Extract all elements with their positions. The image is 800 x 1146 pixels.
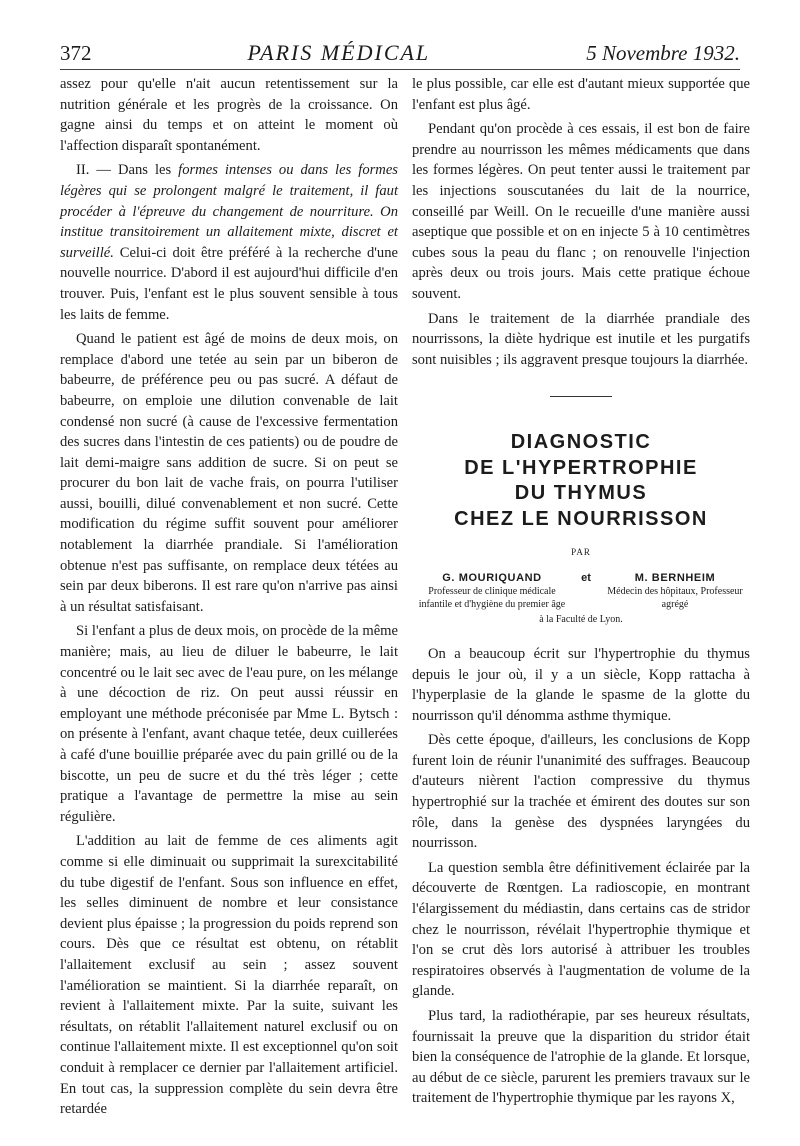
paragraph: Quand le patient est âgé de moins de deux mois, on remplace d'abord une tetée au sein par un biberon de babeurre, de préférence peu ou pas sucré. A défaut de babeurre, on emploie une dilution convenable de lait condensé non sucré (à cause de l'excessive fermentation des sucres dans l'intestin de ces patients) ou de poudre de lait demi-maigre sans addition de sucre. Si on peut se procurer du bon lait de vache frais, on pourra l'utiliser aussi, bouilli, dilué convenablement et non sucré. Cette modification du régime suffit souvent pour améliorer notablement la diarrhée prandiale. Si l'amélioration obtenue n'est pas suffisante, on remplace deux tétées au sein par deux biberons. Il est rare qu'on n'arrive pas ainsi à un résultat satisfaisant. [60,331,398,615]
left-column [60,74,398,1120]
author-name: M. BERNHEIM [634,571,716,584]
author-role: Médecin des hôpitaux, Professeur agrégé [607,585,743,610]
page-number: 372 [60,41,92,65]
section-separator [550,396,612,397]
paragraph: Dès cette époque, d'ailleurs, les conclusions de Kopp furent loin de réunir l'unanimité des suffrages. Beaucoup d'auteurs nièrent l'action compressive du thymus hypertrophié sur la trachée et émirent des doutes sur son rôle, dans la genèse des dyspnées laryngées du nourrisson. [412,732,750,852]
author-bernheim [600,571,750,611]
paragraph: La question sembla être définitivement éclairée par la découverte de Rœntgen. La radioscopie, en montrant l'élargissement du médiastin, dans certains cas de stridor chez le nourrisson, révélait l'hypertrophie thymique et l'on se crut dès lors autorisé à attribuer les troubles respiratoires observés à l'augmentation de volume de la glande. [412,859,750,1000]
paragraph-rest: Celui-ci doit être préféré à la recherche d'une nouvelle nourrice. D'abord il est aujourd'hui difficile d'en trouver. Puis, l'enfant est le plus souvent sensible à tous les laits de femme. [60,244,398,323]
italic-passage: formes intenses ou dans les formes légères qui se prolongent malgré le traitement, il faut procéder à l'épreuve du changement de nourriture. On institue transitoirement un allaitement mixte, discret et surveillé. [60,162,398,261]
author-name: G. MOURIQUAND [442,571,542,584]
author-block [412,571,750,611]
paragraph: Pendant qu'on procède à ces essais, il est bon de faire prendre au nourrisson les mêmes médicaments que dans les formes légères. On peut tenter aussi le traitement par les injections souscutanées du lait de la nourrice, conseillé par Weill. On le recueille d'une manière aussi aseptique que possible et on en injecte 5 à 10 centimètres cubes sous la peau du flanc ; on renouvelle l'injection après deux ou trois jours. Mais cette pratique échoue souvent. [412,121,750,302]
running-header [60,40,740,68]
issue-date: 5 Novembre 1932. [586,41,740,65]
paragraph: L'addition au lait de femme de ces aliments agit comme si elle diminuait ou supprimait la surexcitabilité du tube digestif de l'enfant. Sous son influence en effet, les selles diminuent de nombre et leur consistance devient plus épaisse ; la progression du poids reprend son cours. Dès que ce résultat est obtenu, on rétablit l'allaitement exclusif au sein ; assez souvent l'amélioration se maintient. Si la diarrhée reparaît, on revient à l'allaitement mixte. Par la suite, suivant les résultats, on rétablit l'allaitement naturel exclusif ou on continue l'allaitement mixte. Il est exceptionnel qu'on soit conduit à remplacer ce dernier par l'allaitement artificiel. En tout cas, la suppression complète du sein devra être retardée [60,833,398,1118]
author-conjunction: et [581,571,591,584]
title-line: DIAGNOSTIC [510,431,652,454]
paragraph: Si l'enfant a plus de deux mois, on procède de la même manière; mais, au lieu de diluer le babeurre, le lait concentré ou le lait sec avec de l'eau pure, on les mélange à une décoction de riz. On peut aussi réussir en employant une méthode préconisée par Mme L. Bytsch : on présente à l'enfant, avant chaque tetée, deux cuillerées à café d'une bouillie préparée avec du pain grillé ou de la biscotte, un peu de sucre et du thé très léger ; cette pratique a l'avantage de permettre la mise au sein régulière. [60,623,398,825]
paragraph: Plus tard, la radiothérapie, par ses heureux résultats, fournissait la preuve que la disparition du stridor était bien la conséquence de l'atrophie de la glande. Et lorsque, au début de ce siècle, parurent les premiers travaux sur le traitement de l'hypertrophie thymique par les rayons X, [412,1008,750,1107]
title-line: DU THYMUS [514,482,648,505]
paragraph-lead: II. — Dans les [76,162,179,179]
title-line: DE L'HYPERTROPHIE [464,456,698,479]
byline-par: PAR [571,547,591,558]
author-role: Professeur de clinique médicale infantile et d'hygiène du premier âge [418,585,566,610]
journal-title: PARIS MÉDICAL [247,40,431,65]
header-rule [60,69,740,70]
article-title [412,430,750,532]
author-mouriquand [412,571,572,611]
paragraph: On a beaucoup écrit sur l'hypertrophie du thymus depuis le jour où, il y a un siècle, Kopp rattacha à l'hyperplasie de la glande le spasme de la glotte du nourrisson qu'il dénomma asthme thymique. [412,645,750,724]
paragraph: Dans le traitement de la diarrhée prandiale des nourrissons, la diète hydrique est inutile et les purgatifs sont nuisibles ; ils aggravent presque toujours la diarrhée. [412,310,750,368]
right-column [412,74,750,1109]
title-line: CHEZ LE NOURRISSON [454,507,708,530]
paragraph: assez pour qu'elle n'ait aucun retentissement sur la nutrition générale et les progrès de la croissance. On gagne ainsi du temps et on atteint le moment où l'affection disparaît spontanément. [60,76,398,154]
paragraph: le plus possible, car elle est d'autant mieux supportée que l'enfant est plus âgé. [412,76,750,113]
affiliation: à la Faculté de Lyon. [539,613,623,625]
paragraph [60,160,398,325]
